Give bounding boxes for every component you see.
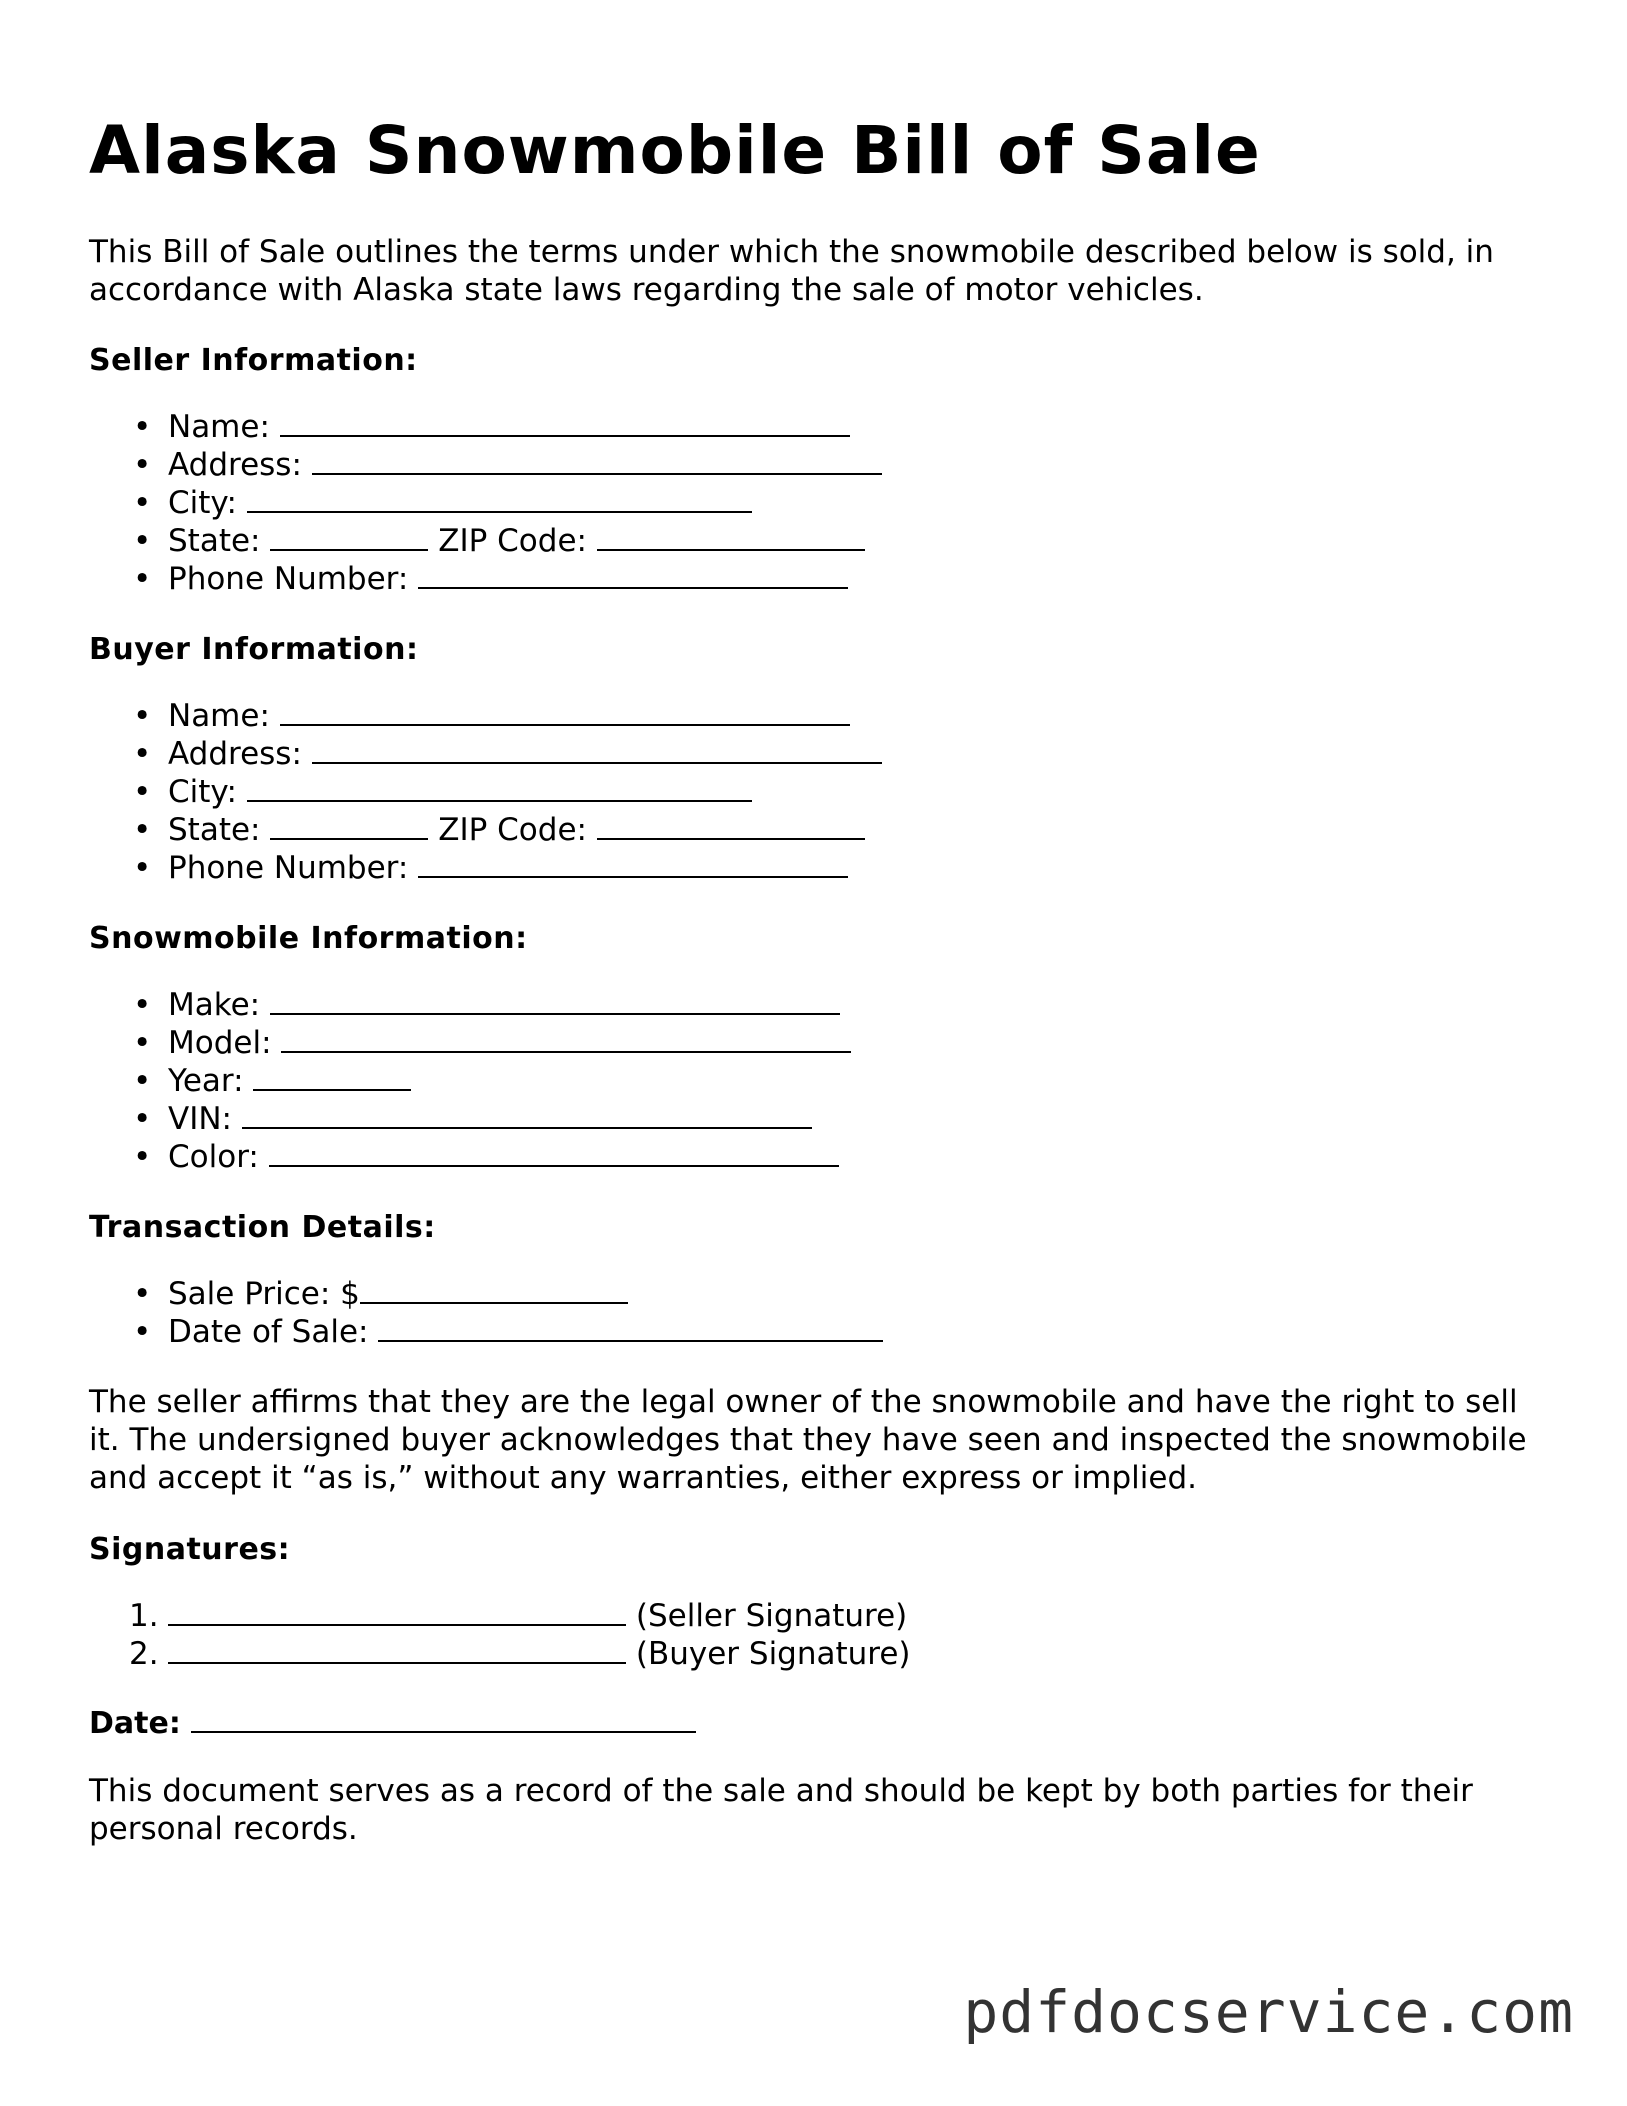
seller-zip-input[interactable]	[597, 522, 865, 551]
snowmobile-year-input[interactable]	[253, 1062, 411, 1091]
field-label: State:	[168, 812, 261, 848]
buyer-fields	[89, 697, 882, 887]
list-number: 1.	[129, 1598, 159, 1634]
buyer-heading: Buyer Information:	[89, 632, 419, 667]
field-label: Address:	[168, 736, 302, 772]
field-label: VIN:	[168, 1101, 232, 1137]
snowmobile-vin-field	[89, 1100, 851, 1138]
date-field	[89, 1704, 696, 1741]
field-label: Make:	[168, 987, 261, 1023]
seller-state-zip-field	[89, 522, 882, 560]
seller-fields	[89, 408, 882, 598]
buyer-city-field	[89, 773, 882, 811]
buyer-state-zip-field	[89, 811, 882, 849]
seller-name-input[interactable]	[280, 408, 850, 437]
seller-city-field	[89, 484, 882, 522]
signature-label: (Buyer Signature)	[635, 1636, 911, 1672]
snowmobile-make-input[interactable]	[270, 986, 840, 1015]
transaction-heading: Transaction Details:	[89, 1210, 436, 1245]
field-label: Color:	[168, 1139, 259, 1175]
buyer-phone-input[interactable]	[418, 849, 848, 878]
signature-label: (Seller Signature)	[635, 1598, 908, 1634]
snowmobile-vin-input[interactable]	[242, 1100, 812, 1129]
seller-heading: Seller Information:	[89, 343, 418, 378]
field-label: Address:	[168, 447, 302, 483]
field-label: ZIP Code:	[438, 812, 587, 848]
field-label: Date of Sale:	[168, 1314, 369, 1350]
field-label: ZIP Code:	[438, 523, 587, 559]
buyer-phone-field	[89, 849, 882, 887]
intro-paragraph: This Bill of Sale outlines the terms under which the snowmobile described below is sold, in accordance with Alaska state laws regarding the sale of motor vehicles.	[89, 234, 1494, 308]
snowmobile-heading: Snowmobile Information:	[89, 921, 528, 956]
snowmobile-color-input[interactable]	[269, 1138, 839, 1167]
seller-city-input[interactable]	[247, 484, 752, 513]
buyer-name-field	[89, 697, 882, 735]
field-label: City:	[168, 485, 237, 521]
seller-signature-line	[89, 1597, 911, 1635]
field-label: City:	[168, 774, 237, 810]
buyer-state-input[interactable]	[270, 811, 428, 840]
seller-signature-input[interactable]	[168, 1597, 626, 1626]
seller-address-field	[89, 446, 882, 484]
seller-phone-field	[89, 560, 882, 598]
buyer-signature-line	[89, 1635, 911, 1673]
seller-state-input[interactable]	[270, 522, 428, 551]
closing-paragraph: This document serves as a record of the sale and should be kept by both parties for their personal records.	[89, 1773, 1473, 1847]
date-input[interactable]	[191, 1704, 696, 1733]
field-label: Model:	[168, 1025, 272, 1061]
sale-price-field	[89, 1275, 883, 1313]
sale-price-input[interactable]	[360, 1275, 628, 1304]
snowmobile-make-field	[89, 986, 851, 1024]
signatures-heading: Signatures:	[89, 1532, 291, 1567]
date-of-sale-field	[89, 1313, 883, 1351]
snowmobile-year-field	[89, 1062, 851, 1100]
seller-phone-input[interactable]	[418, 560, 848, 589]
snowmobile-color-field	[89, 1138, 851, 1176]
field-label: Phone Number:	[168, 850, 409, 886]
seller-name-field	[89, 408, 882, 446]
date-of-sale-input[interactable]	[378, 1313, 883, 1342]
field-label: Name:	[168, 409, 270, 445]
buyer-city-input[interactable]	[247, 773, 752, 802]
list-number: 2.	[129, 1636, 159, 1672]
document-title: Alaska Snowmobile Bill of Sale	[89, 112, 1261, 189]
field-label: State:	[168, 523, 261, 559]
snowmobile-fields	[89, 986, 851, 1176]
transaction-fields	[89, 1275, 883, 1351]
buyer-name-input[interactable]	[280, 697, 850, 726]
snowmobile-model-input[interactable]	[281, 1024, 851, 1053]
watermark: pdfdocservice.com	[963, 1978, 1574, 2046]
field-label: Year:	[168, 1063, 244, 1099]
affirmation-paragraph: The seller affirms that they are the legal owner of the snowmobile and have the right to sell it. The undersigned buyer acknowledges that they have seen and inspected the snowmobile and accept it “as is,” without any warranties, either express or implied.	[89, 1384, 1527, 1496]
seller-address-input[interactable]	[312, 446, 882, 475]
field-label: Name:	[168, 698, 270, 734]
field-label: Phone Number:	[168, 561, 409, 597]
snowmobile-model-field	[89, 1024, 851, 1062]
buyer-address-field	[89, 735, 882, 773]
date-label: Date:	[89, 1706, 181, 1741]
buyer-address-input[interactable]	[312, 735, 882, 764]
signature-list	[89, 1597, 911, 1673]
field-label: Sale Price: $	[168, 1276, 360, 1312]
buyer-signature-input[interactable]	[168, 1635, 626, 1664]
buyer-zip-input[interactable]	[597, 811, 865, 840]
